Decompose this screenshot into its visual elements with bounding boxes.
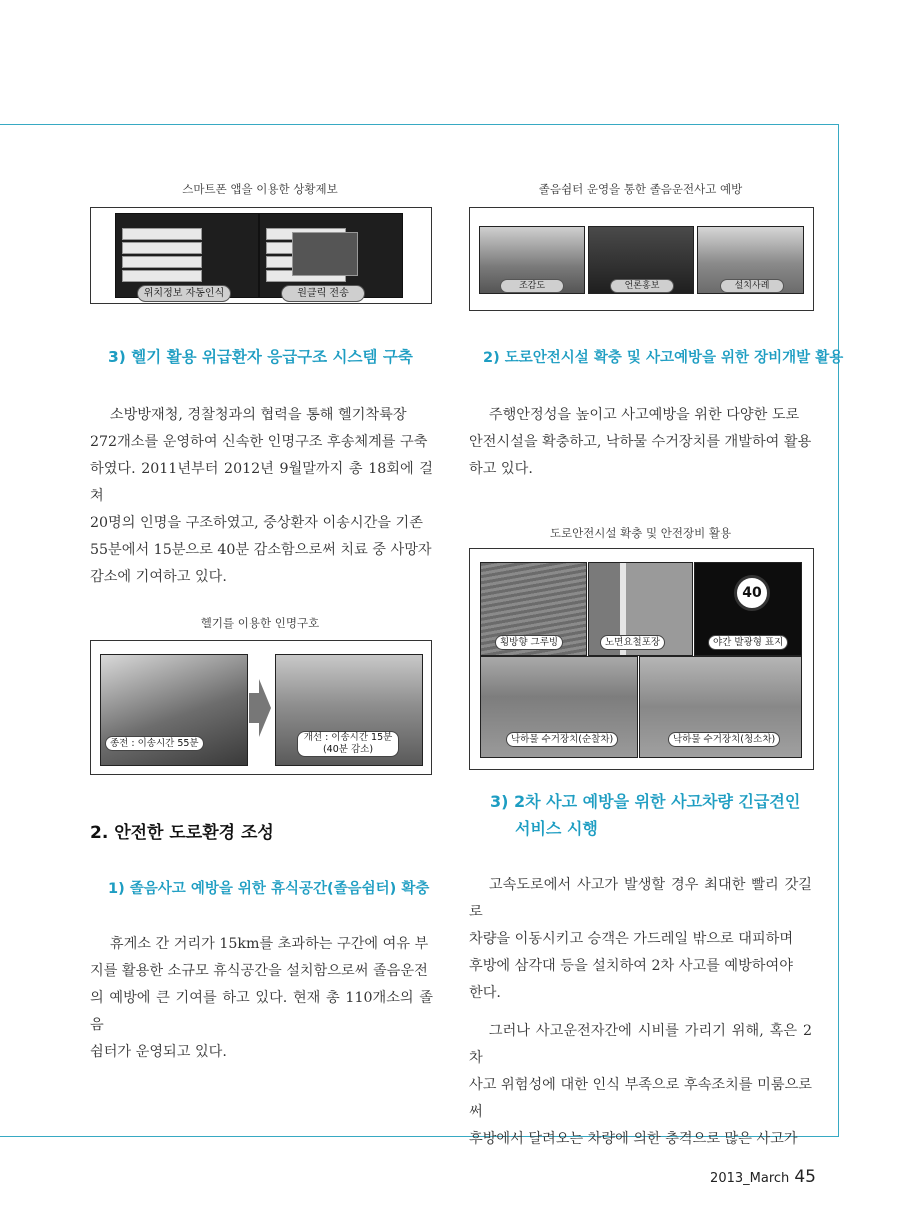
tag-patrol-debris-collector: 낙하물 수거장치(순찰차) [506,732,618,747]
tag-after-line: 개선 : 이송시간 15분 [303,732,393,743]
paragraph-emergency-towing [469,872,812,1007]
figure-heli-rescue [90,640,432,775]
tag-rumble-strip: 노면요철포장 [600,635,665,650]
paragraph-road-safety-equipment [469,402,812,483]
heading-emergency-towing [490,788,800,842]
paragraph-secondary-accident [469,1018,812,1153]
arrow-right-icon [249,679,271,737]
text-line: 휴게소 간 거리가 15km를 초과하는 구간에 여유 부 [109,936,429,952]
speed-limit-sign: 40 [734,575,770,611]
text-line: 후방에 삼각대 등을 설치하여 2차 사고를 예방하여야 [469,958,793,974]
paragraph-rest-area [90,931,433,1066]
text-line: 감소에 기여하고 있다. [90,569,227,585]
text-line: 안전시설을 확충하고, 낙하물 수거장치를 개발하여 활용 [469,434,812,450]
heading-road-safety-equipment: 2) 도로안전시설 확충 및 사고예방을 위한 장비개발 활용 [483,350,844,366]
tag-installation: 설치사례 [720,279,784,293]
section-title-road-environment: 2. 안전한 도로환경 조성 [90,823,274,843]
text-line: 지를 활용한 소규모 휴식공간을 설치함으로써 졸음운전 [90,963,428,979]
text-line: 쉼터가 운영되고 있다. [90,1044,227,1060]
text-line: 한다. [469,985,501,1001]
figure-caption-safety-equipment: 도로안전시설 확충 및 안전장비 활용 [549,526,732,540]
text-line: 사고 위험성에 대한 인식 부족으로 후속조치를 미룸으로써 [469,1077,812,1120]
page-footer [710,1167,816,1187]
text-line: 후방에서 달려오는 차량에 의한 충격으로 많은 사고가 [469,1131,798,1147]
figure-caption-heli: 헬기를 이용한 인명구호 [200,616,320,630]
text-line: 55분에서 15분으로 40분 감소함으로써 치료 중 사망자 [90,542,432,558]
heading-heli-rescue: 3) 헬기 활용 위급환자 응급구조 시스템 구축 [108,348,413,366]
text-line: 차량을 이동시키고 승객은 가드레일 밖으로 대피하며 [469,931,794,947]
figure-caption-smartphone: 스마트폰 앱을 이용한 상황제보 [182,182,338,196]
tag-media: 언론홍보 [610,279,674,293]
page-number: 45 [794,1167,816,1187]
tag-after-line: (40분 감소) [322,744,374,755]
figure-caption-drowsy: 졸음쉼터 운영을 통한 졸음운전사고 예방 [538,182,743,196]
tag-sweeper-debris-collector: 낙하물 수거장치(청소차) [668,732,780,747]
footer-issue-label: 2013_March [710,1171,790,1186]
tag-before-transfer: 종전 : 이송시간 55분 [105,736,204,751]
figure-drowsy-rest-area [469,207,814,311]
tag-location-auto: 위치정보 자동인식 [137,285,231,302]
text-line: 20명의 인명을 구조하였고, 중상환자 이송시간을 기존 [90,515,423,531]
tag-bird-eye: 조감도 [500,279,564,293]
heading-line: 서비스 시행 [515,819,598,838]
text-line: 고속도로에서 사고가 발생할 경우 최대한 빨리 갓길로 [469,877,812,920]
paragraph-heli-rescue [90,402,433,591]
heading-rest-area: 1) 졸음사고 예방을 위한 휴식공간(졸음쉼터) 확충 [108,881,430,897]
text-line: 의 예방에 큰 기여를 하고 있다. 현재 총 110개소의 졸음 [90,990,433,1033]
figure-safety-equipment [469,548,814,770]
figure-smartphone-app [90,207,432,304]
text-line: 주행안정성을 높이고 사고예방을 위한 다양한 도로 [488,407,800,423]
text-line: 하고 있다. [469,461,533,477]
text-line: 하였다. 2011년부터 2012년 9월말까지 총 18회에 걸쳐 [90,461,433,504]
text-line: 그러나 사고운전자간에 시비를 가리기 위해, 혹은 2차 [469,1023,812,1066]
text-line: 272개소를 운영하여 신속한 인명구조 후송체계를 구축 [90,434,428,450]
tag-transverse-grooving: 횡방향 그루빙 [495,635,563,650]
tag-one-click-send: 원클릭 전송 [281,285,365,302]
heading-line: 3) 2차 사고 예방을 위한 사고차량 긴급견인 [490,792,801,811]
tag-after-transfer [297,731,399,757]
tag-night-sign: 야간 발광형 표지 [708,635,788,650]
text-line: 소방방재청, 경찰청과의 협력을 통해 헬기착륙장 [109,407,407,423]
